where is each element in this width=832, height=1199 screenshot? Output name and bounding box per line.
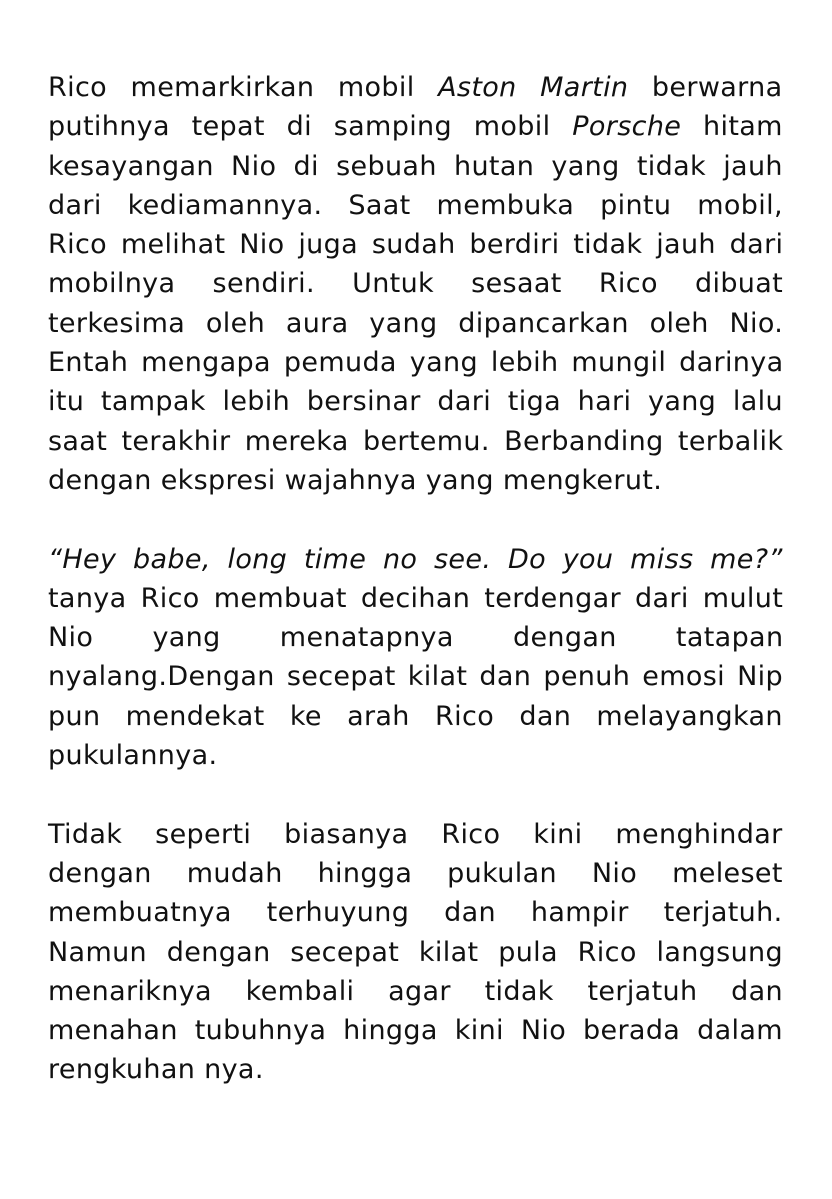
- text-line: [48, 815, 783, 854]
- text-line: [48, 736, 783, 775]
- text-run: kesayangan Nio di sebuah hutan yang tidak jauh: [48, 150, 783, 182]
- text-run: menariknya kembali agar tidak terjatuh dan: [48, 975, 784, 1007]
- text-line: [48, 972, 783, 1011]
- text-run: itu tampak lebih bersinar dari tiga hari yang lalu: [48, 386, 783, 418]
- text-run: dari kediamannya. Saat membuka pintu mobil,: [48, 189, 783, 221]
- text-line: [48, 697, 783, 736]
- text-run: tanya Rico membuat decihan terdengar dari mulut: [48, 582, 784, 614]
- text-line: [48, 618, 783, 657]
- text-line: [48, 186, 783, 225]
- text-run: hitam: [681, 111, 783, 143]
- text-line: [48, 422, 783, 461]
- text-run: Nio yang menatapnya dengan tatapan: [48, 622, 784, 654]
- italic-text-run: Aston Martin: [438, 72, 629, 103]
- text-line: [48, 264, 783, 303]
- text-line: [48, 893, 783, 932]
- text-line: [48, 147, 783, 186]
- text-run: pun mendekat ke arah Rico dan melayangkan: [48, 700, 783, 732]
- paragraph-3: [48, 815, 783, 1090]
- text-line: [48, 854, 783, 893]
- text-run: dengan ekspresi wajahnya yang mengkerut.: [48, 464, 663, 496]
- document-page: [48, 68, 783, 1129]
- text-run: menahan tubuhnya hingga kini Nio berada dalam: [48, 1015, 783, 1047]
- text-run: Rico memarkirkan mobil: [48, 72, 439, 103]
- text-run: Rico melihat Nio juga sudah berdiri tidak jauh dari: [48, 229, 784, 261]
- text-line: [48, 225, 783, 264]
- text-run: Namun dengan secepat kilat pula Rico langsung: [48, 936, 783, 968]
- text-line: [48, 933, 783, 972]
- italic-text-run: “Hey babe, long time no see. Do you miss me?”: [48, 543, 783, 575]
- text-run: dengan mudah hingga pukulan Nio meleset: [48, 857, 783, 889]
- text-line: [48, 304, 783, 343]
- text-run: membuatnya terhuyung dan hampir terjatuh.: [48, 897, 783, 929]
- text-run: pukulannya.: [48, 740, 218, 772]
- paragraph-2: [48, 540, 783, 776]
- paragraph-1: [48, 68, 783, 500]
- text-run: Entah mengapa pemuda yang lebih mungil darinya: [48, 347, 784, 379]
- text-line: [48, 657, 783, 696]
- text-line: [48, 343, 783, 382]
- text-line: [48, 68, 783, 107]
- text-run: rengkuhan nya.: [48, 1054, 264, 1086]
- text-line: [48, 1050, 783, 1089]
- text-run: terkesima oleh aura yang dipancarkan oleh Nio.: [48, 307, 784, 339]
- text-run: berwarna: [628, 72, 783, 103]
- text-run: mobilnya sendiri. Untuk sesaat Rico dibuat: [48, 268, 784, 300]
- text-run: putihnya tepat di samping mobil: [48, 111, 573, 143]
- text-line: [48, 579, 783, 618]
- text-line: [48, 382, 783, 421]
- italic-text-run: Porsche: [572, 111, 682, 143]
- text-line: [48, 461, 783, 500]
- text-run: nyalang.Dengan secepat kilat dan penuh emosi Nip: [48, 661, 784, 693]
- text-line: [48, 540, 783, 579]
- text-run: Tidak seperti biasanya Rico kini menghindar: [48, 818, 783, 850]
- text-line: [48, 1011, 783, 1050]
- text-line: [48, 107, 783, 146]
- text-run: saat terakhir mereka bertemu. Berbanding terbalik: [48, 425, 784, 457]
